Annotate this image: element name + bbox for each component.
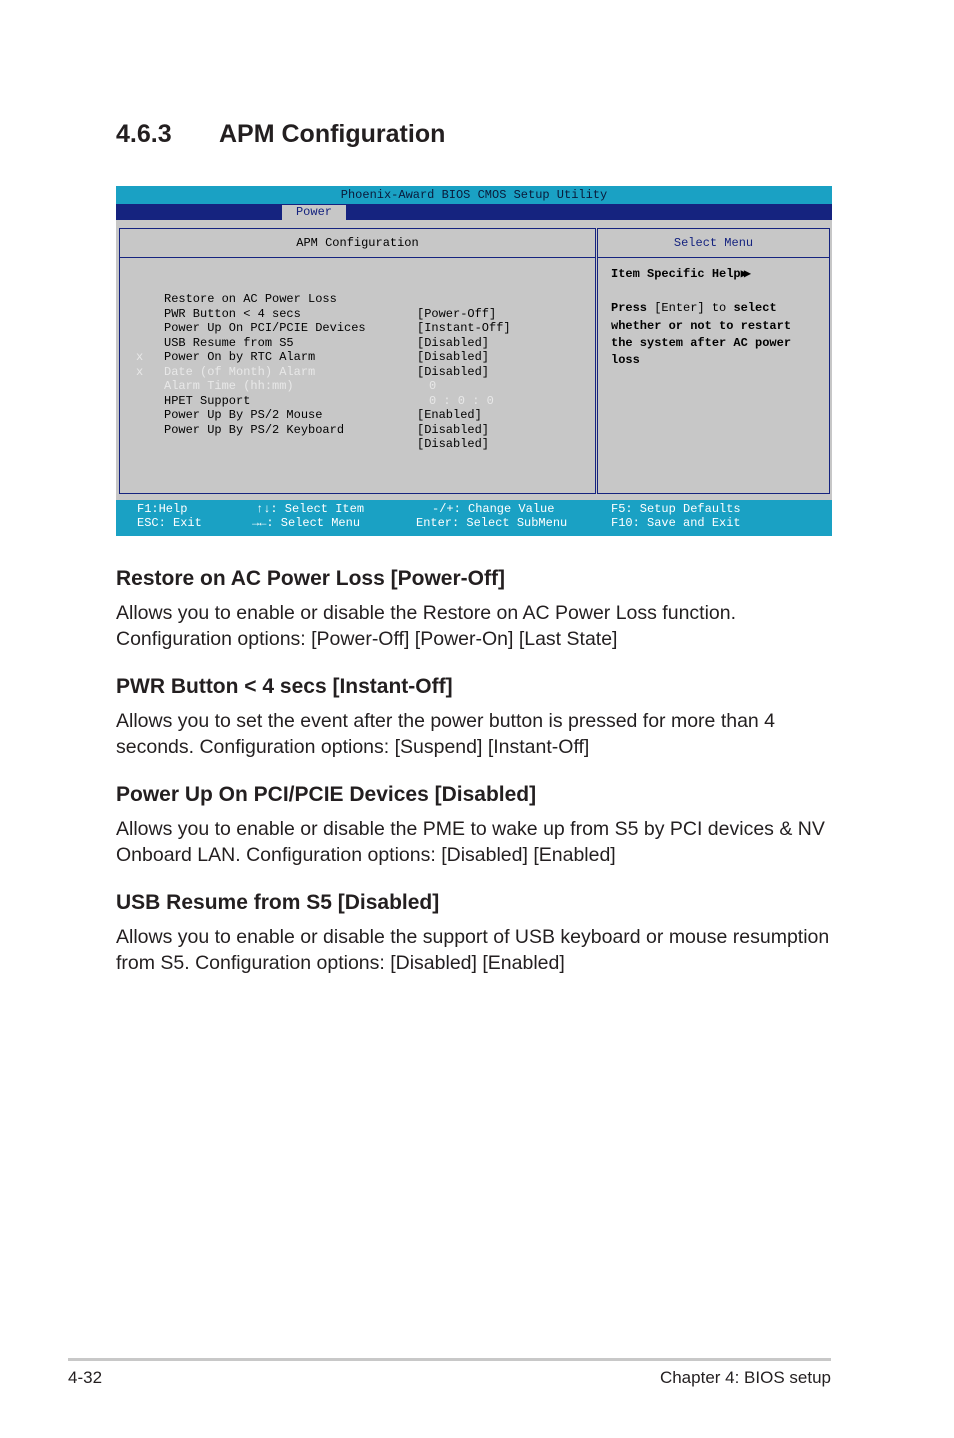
- tab-power[interactable]: Power: [282, 205, 346, 220]
- key-f10-save-exit: F10: Save and Exit: [611, 516, 741, 530]
- text-line: Allows you to enable or disable the PME to wake up from S5 by PCI devices & NV: [116, 818, 825, 840]
- help-press: Press: [611, 301, 648, 316]
- item-label: HPET Support: [164, 393, 251, 408]
- subsection-heading-pci-pcie: Power Up On PCI/PCIE Devices [Disabled]: [116, 783, 537, 806]
- item-value: 0 : 0 : 0: [429, 393, 494, 408]
- text-line: Onboard LAN. Configuration options: [Disabled] [Enabled]: [116, 844, 616, 866]
- help-title: Select Menu: [598, 229, 829, 258]
- item-value: [Disabled]: [417, 364, 490, 379]
- bios-screenshot: [116, 186, 832, 536]
- panel-title: APM Configuration: [120, 229, 595, 258]
- item-value: [Disabled]: [417, 335, 490, 350]
- bios-settings-panel: [119, 228, 596, 494]
- key-f1-help: F1:Help: [137, 502, 188, 516]
- help-line2: whether or not to restart: [611, 318, 792, 333]
- subsection-heading-restore-ac: Restore on AC Power Loss [Power-Off]: [116, 567, 505, 590]
- item-value: [Disabled]: [417, 350, 490, 364]
- key-select-menu: →←: Select Menu: [252, 516, 361, 530]
- item-label: USB Resume from S5: [164, 335, 294, 350]
- subsection-text-usb-resume: [116, 924, 846, 976]
- chapter-title: Chapter 4: BIOS setup: [659, 1368, 831, 1387]
- item-label: Date (of Month) Alarm: [164, 364, 316, 379]
- item-value: [Disabled]: [417, 437, 490, 451]
- help-item-specific: Item Specific Help: [611, 267, 741, 281]
- section-number: 4.6.3: [116, 120, 172, 148]
- page-number: 4-32: [68, 1368, 103, 1387]
- subsection-text-pci-pcie: [116, 816, 846, 868]
- text-line: Allows you to enable or disable the support of USB keyboard or mouse resumption: [116, 926, 830, 948]
- help-select: select: [733, 301, 777, 316]
- item-label: Power On by RTC Alarm: [164, 350, 316, 364]
- subsection-text-pwr-button: [116, 708, 846, 760]
- key-f5-defaults: F5: Setup Defaults: [611, 502, 741, 516]
- key-select-submenu: Enter: Select SubMenu: [416, 516, 568, 530]
- help-text: [611, 266, 821, 369]
- item-value: 0: [429, 379, 437, 393]
- help-to: to: [711, 301, 727, 316]
- item-value: [Enabled]: [417, 408, 482, 422]
- item-label: PWR Button < 4 secs: [164, 306, 301, 321]
- item-value: [Power-Off]: [417, 306, 497, 321]
- item-label: Alarm Time (hh:mm): [164, 379, 294, 393]
- help-line4: loss: [611, 353, 640, 367]
- bios-utility-title: Phoenix-Award BIOS CMOS Setup Utility: [116, 186, 832, 204]
- item-label: Restore on AC Power Loss: [164, 292, 337, 306]
- help-line3: the system after AC power: [611, 335, 792, 350]
- double-arrow-icon: ▶▶: [740, 267, 748, 281]
- item-marker: x: [136, 364, 144, 379]
- key-change-value: -/+: Change Value: [432, 502, 555, 516]
- bios-menu-bar: [116, 204, 832, 220]
- subsection-text-restore-ac: [116, 600, 846, 652]
- footer-divider: [68, 1358, 831, 1361]
- item-value: [Disabled]: [417, 422, 490, 437]
- subsection-heading-usb-resume: USB Resume from S5 [Disabled]: [116, 891, 440, 914]
- text-line: seconds. Configuration options: [Suspend] [Instant-Off]: [116, 736, 590, 758]
- item-label: Power Up By PS/2 Keyboard: [164, 422, 345, 437]
- item-label: Power Up On PCI/PCIE Devices: [164, 321, 366, 335]
- text-line: from S5. Configuration options: [Disabled] [Enabled]: [116, 952, 565, 974]
- item-marker: x: [136, 350, 144, 364]
- item-value: [Instant-Off]: [417, 321, 511, 335]
- item-label: Power Up By PS/2 Mouse: [164, 408, 323, 422]
- key-esc-exit: ESC: Exit: [137, 516, 202, 530]
- key-select-item: ↑↓: Select Item: [256, 502, 365, 516]
- section-title: [116, 118, 445, 150]
- subsection-heading-pwr-button: PWR Button < 4 secs [Instant-Off]: [116, 675, 453, 698]
- text-line: Allows you to set the event after the power button is pressed for more than 4: [116, 710, 776, 732]
- section-title-text: APM Configuration: [219, 120, 446, 148]
- help-enter-key: [Enter]: [654, 301, 705, 316]
- bios-help-panel: [597, 228, 830, 494]
- text-line: Allows you to enable or disable the Restore on AC Power Loss function.: [116, 602, 737, 624]
- text-line: Configuration options: [Power-Off] [Power-On] [Last State]: [116, 628, 618, 650]
- bios-key-legend: [116, 500, 832, 536]
